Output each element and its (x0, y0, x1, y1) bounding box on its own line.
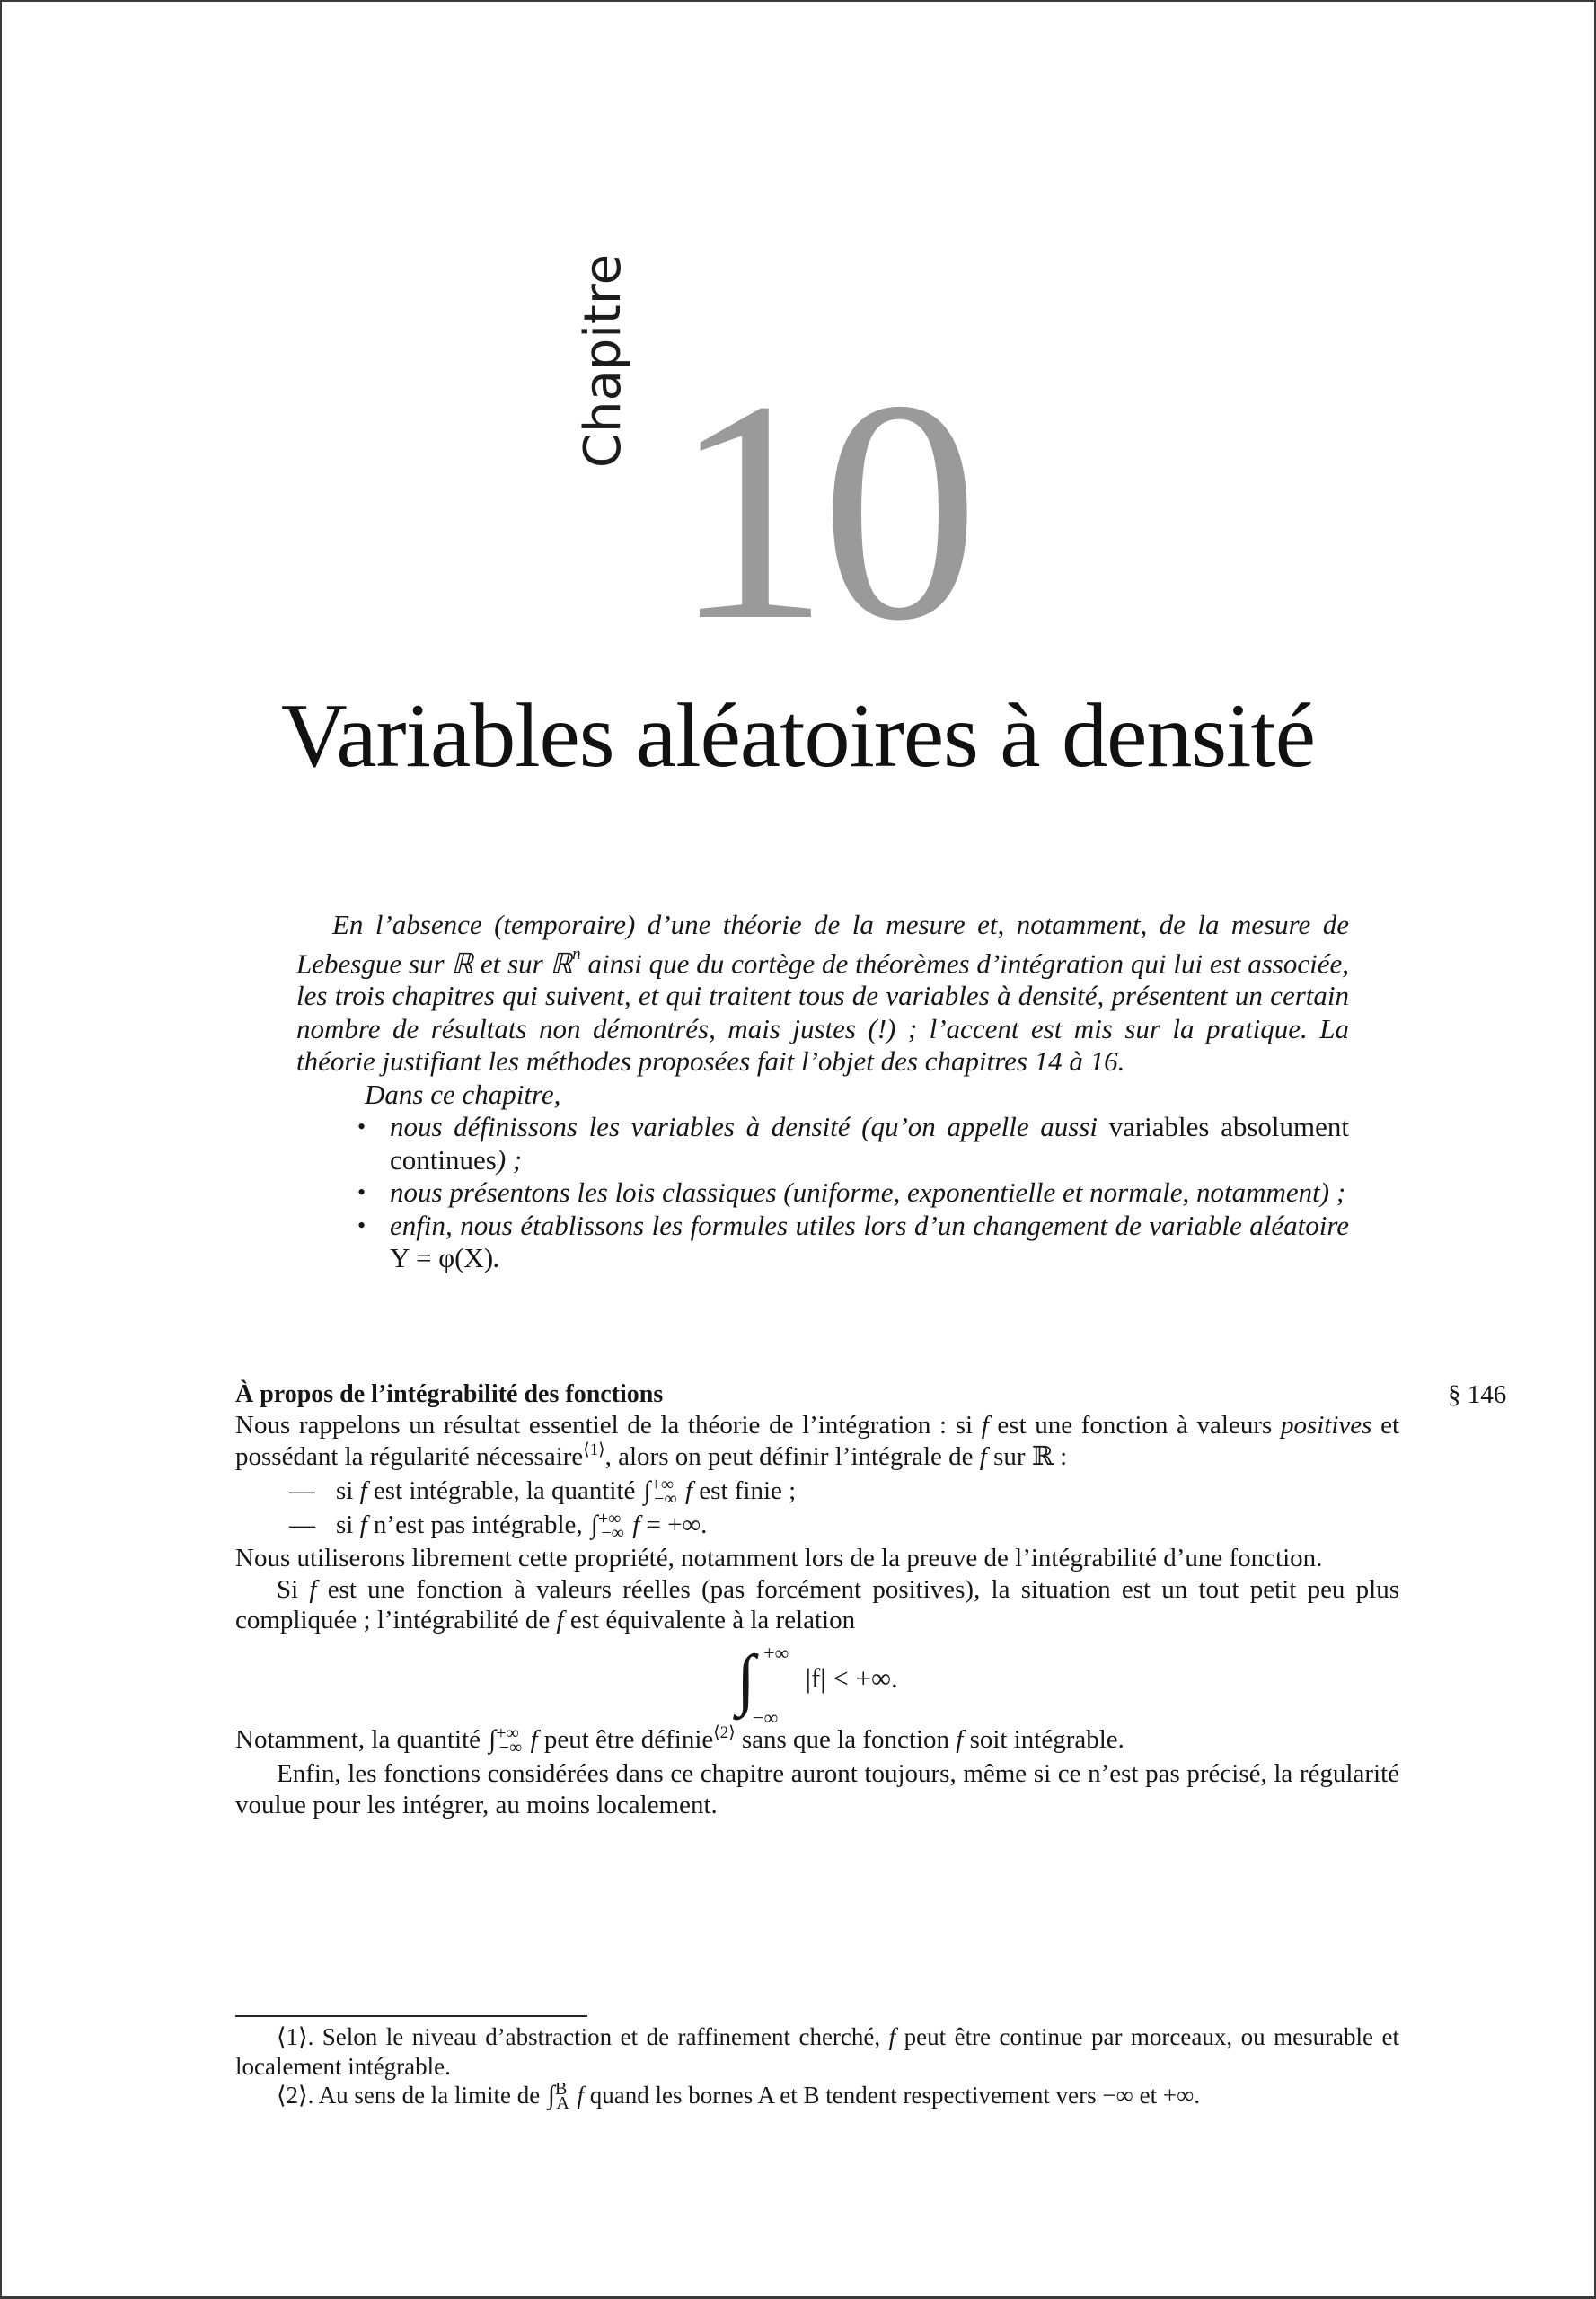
intro-bullet-item (357, 1209, 1349, 1275)
text-run: Nous rappelons un résultat essentiel de la théorie de l’intégration : si (235, 1411, 982, 1440)
text-run: si (336, 1476, 360, 1505)
footnote-2 (235, 2081, 1399, 2113)
chapter-title: Variables aléatoires à densité (281, 685, 1315, 787)
integral-sign-icon: ∫ (489, 1724, 497, 1754)
chapter-word: Chapitre (574, 253, 632, 469)
math-f: f (309, 1574, 317, 1604)
section-paragraph: Nous utiliserons librement cette propriété, notamment lors de la preuve de l’intégrabilité d’une fonction. (235, 1544, 1323, 1572)
bullet-text-roman: variables absolument continues (390, 1111, 1349, 1176)
inline-integral (546, 2079, 571, 2113)
text-run: et possédant la régularité nécessaire (235, 1411, 1399, 1471)
intro-superscript-n: n (572, 944, 581, 964)
dash-icon: — (289, 1476, 315, 1505)
section-paragraph (235, 1724, 1399, 1759)
intro-text-rest: ainsi que du cortège de théorèmes d’intégration qui lui est associée, les trois chapitres qui suivent, et qui traitent tous de variables à densité, présentent un certain nombre de résultats non démontrés, mais justes (!) ; l’accent est mis sur la pratique. La théorie justifiant les méthodes proposées fait l’objet des chapitres 14 à 16. (296, 947, 1349, 1078)
display-equation-body: |f| < +∞. (805, 1662, 898, 1695)
section-paragraph (235, 1574, 1399, 1636)
intro-bullet-list (296, 1111, 1349, 1275)
intro-text-line2: mesure de Lebesgue sur ℝ et sur ℝ (296, 909, 1350, 979)
integral-upper-bound: +∞ (650, 1475, 675, 1494)
emphasis-positives: positives (1280, 1411, 1372, 1440)
display-equation (235, 1636, 1399, 1729)
math-f: f (956, 1724, 964, 1754)
inline-integral (642, 1475, 679, 1509)
bullet-text: nous définissons les variables à densité (qu’on appelle aussi (390, 1111, 1109, 1143)
dash-item-non-integrable (235, 1510, 1399, 1544)
text-run: sans que la fonction (735, 1724, 957, 1754)
text-run: est équivalente à la relation (563, 1606, 856, 1634)
intro-bullet-item (357, 1111, 1349, 1176)
bullet-icon: • (357, 1114, 366, 1141)
display-integral-lower-bound: −∞ (753, 1705, 779, 1729)
math-f: f (632, 1510, 640, 1539)
intro-bullet-item (357, 1176, 1349, 1210)
integral-sign-icon: ∫ (548, 2081, 555, 2110)
integral-upper-bound: +∞ (597, 1508, 622, 1528)
bullet-text: enfin, nous établissons les formules utiles lors d’un changement de variable aléatoire (390, 1209, 1349, 1241)
integral-sign-icon: ∫ (590, 1510, 598, 1539)
display-integral-upper-bound: +∞ (763, 1641, 789, 1664)
text-run: est intégrable, la quantité (366, 1476, 642, 1505)
text-run: , alors on peut définir l’intégrale de (604, 1441, 980, 1471)
bullet-text: nous présentons les lois classiques (uniforme, exponentielle et normale, notamment) ; (390, 1176, 1346, 1209)
math-f: f (359, 1510, 367, 1539)
footnote-1 (235, 2022, 1399, 2081)
section-paragraph: Enfin, les fonctions considérées dans ce chapitre auront toujours, même si ce n’est pas précisé, la régularité voulue pour les intégrer, au moins localement. (235, 1759, 1399, 1819)
inline-integral (487, 1722, 524, 1757)
text-run: Si (277, 1574, 310, 1604)
text-run: peut être définie (537, 1724, 714, 1754)
section-paragraph (235, 1410, 1399, 1475)
text-run: n’est pas intégrable, (366, 1510, 589, 1539)
integral-lower-bound: −∞ (498, 1737, 523, 1757)
dash-icon: — (289, 1510, 315, 1539)
text-run: est une fonction à valeurs (988, 1411, 1281, 1440)
math-f: f (981, 1411, 989, 1440)
bullet-icon: • (357, 1211, 366, 1238)
chapter-introduction (296, 909, 1349, 1275)
text-run: peut être continue par morceaux, ou mesurable et localement intégrable. (235, 2023, 1399, 2080)
bullet-text-end: ) ; (496, 1143, 523, 1176)
text-run: quand les bornes A et B tendent respectivement vers −∞ et +∞. (584, 2082, 1201, 2109)
text-run: ⟨1⟩. Selon le niveau d’abstraction et de raffinement cherché, (277, 2023, 889, 2050)
integral-upper-bound: B (554, 2079, 568, 2099)
intro-lead: Dans ce chapitre, (365, 1078, 561, 1110)
text-run: est une fonction à valeurs réelles (pas forcément positives), la situation est un tout petit peu plus compliquée ; l’intégrabilité de (235, 1574, 1399, 1634)
text-run: si (336, 1510, 360, 1539)
math-f: f (556, 1606, 564, 1634)
bullet-text-end: . (493, 1242, 500, 1274)
math-f: f (577, 2082, 585, 2109)
math-f: f (530, 1724, 538, 1754)
integral-lower-bound: −∞ (601, 1522, 624, 1543)
text-run: Notamment, la quantité (235, 1724, 488, 1754)
text-run: est finie ; (692, 1476, 797, 1505)
display-integral-sign-icon: ∫ (736, 1641, 755, 1717)
integral-lower-bound: A (556, 2093, 569, 2113)
text-run: sur ℝ : (986, 1441, 1068, 1471)
dash-item-integrable (235, 1475, 1399, 1510)
text-run: = +∞. (639, 1510, 708, 1539)
inline-integral (589, 1508, 626, 1543)
math-f: f (684, 1476, 693, 1505)
footnote-rule (235, 2015, 587, 2017)
math-f: f (359, 1476, 367, 1505)
bullet-text-roman: Y = φ(X) (390, 1242, 494, 1274)
intro-text-line1: En l’absence (temporaire) d’une théorie de la mesure et, notamment, de la (332, 909, 1220, 940)
chapter-number: 10 (672, 336, 970, 686)
math-f: f (888, 2023, 896, 2050)
section-number: § 146 (1448, 1380, 1507, 1409)
integral-sign-icon: ∫ (643, 1476, 651, 1505)
section-title: À propos de l’intégrabilité des fonctions (235, 1380, 664, 1408)
footnote-ref-2[interactable]: ⟨2⟩ (713, 1722, 736, 1742)
section-integrabilite (235, 1379, 1399, 1820)
integral-lower-bound: −∞ (654, 1489, 677, 1509)
text-run: ⟨2⟩. Au sens de la limite de (277, 2082, 547, 2109)
integral-upper-bound: +∞ (496, 1722, 519, 1743)
intro-paragraph (296, 909, 1349, 1079)
footnotes (235, 2022, 1399, 2113)
math-f: f (979, 1441, 987, 1471)
bullet-icon: • (357, 1179, 366, 1206)
text-run: soit intégrable. (963, 1724, 1124, 1754)
footnote-ref-1[interactable]: ⟨1⟩ (583, 1440, 605, 1459)
